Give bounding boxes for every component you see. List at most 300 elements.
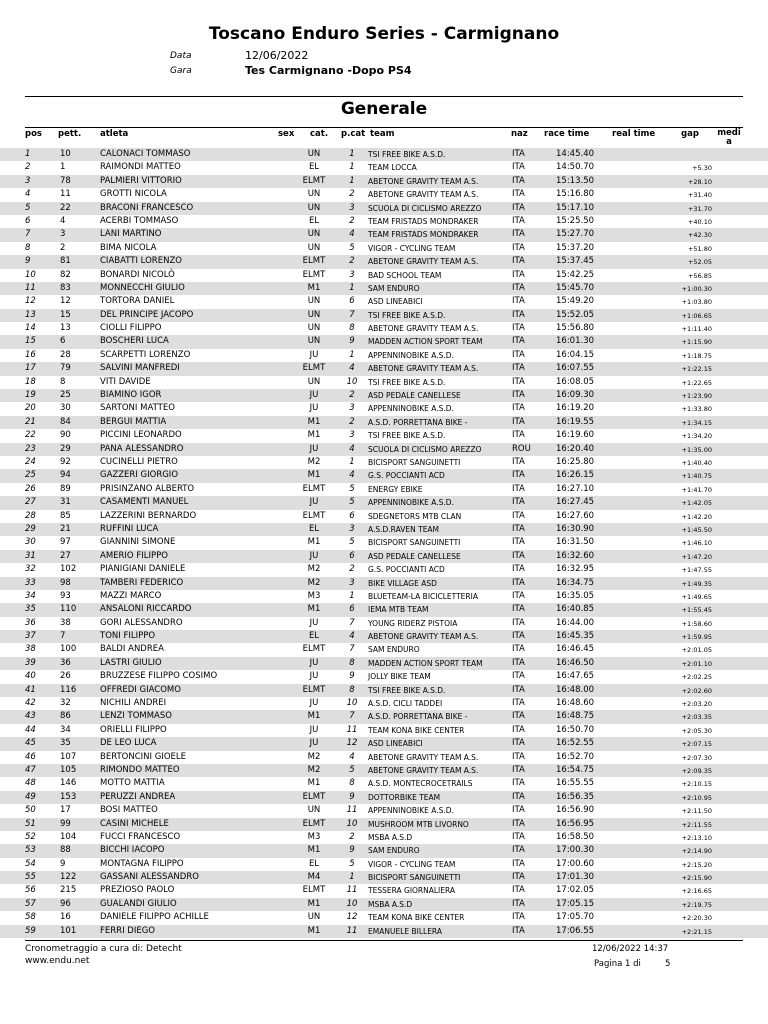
cell-pcat: 11 [346,925,358,936]
cell-team: TEAM KONA BIKE CENTER [368,913,465,923]
cell-pcat: 7 [349,644,355,655]
cell-naz: ITA [512,470,525,481]
cell-pett: 29 [60,443,71,454]
cell-gap: +1:18.75 [681,351,712,360]
table-row [0,898,768,911]
cell-time: 16:07.55 [556,363,595,374]
table-row [0,376,768,389]
cell-gap: +1:11.40 [681,325,712,334]
cell-team: ABETONE GRAVITY TEAM A.S. [368,257,479,267]
cell-gap: +2:10.95 [681,793,712,802]
table-row [0,911,768,924]
cell-naz: ITA [512,872,525,883]
cell-pett: 32 [60,698,71,709]
cell-naz: ROU [512,443,531,454]
cell-cat: JU [309,403,319,414]
cell-pett: 78 [60,175,71,186]
cell-pett: 101 [60,925,77,936]
table-row [0,510,768,523]
cell-atleta: PERUZZI ANDREA [100,791,176,802]
cell-naz: ITA [512,497,525,508]
cell-naz: ITA [512,390,525,401]
cell-gap: +1:06.65 [681,311,712,320]
cell-team: A.S.D. PORRETTANA BIKE - [368,417,468,427]
cell-naz: ITA [512,282,525,293]
table-row [0,148,768,161]
gara-label: Gara [170,66,192,76]
col-naz: naz [511,129,528,139]
cell-cat: ELMT [302,818,326,829]
cell-pcat: 3 [349,430,355,441]
cell-team: TEAM KONA BIKE CENTER [368,725,465,735]
cell-naz: ITA [512,764,525,775]
website: www.endu.net [25,956,90,966]
cell-pcat: 2 [349,564,355,575]
cell-pcat: 6 [349,296,355,307]
cell-pos: 15 [25,336,36,347]
cell-team: APPENNINOBIKE A.S.D. [368,806,454,816]
table-row [0,670,768,683]
cell-time: 16:52.70 [556,751,595,762]
cell-pett: 16 [60,912,71,923]
cell-pos: 46 [25,751,36,762]
cell-naz: ITA [512,657,525,668]
cell-gap: +2:01.05 [681,646,712,655]
cell-atleta: LANI MARTINO [100,229,162,240]
cell-pos: 45 [25,738,36,749]
table-row [0,791,768,804]
cell-time: 15:56.80 [556,323,595,334]
cell-cat: M1 [307,925,321,936]
cell-atleta: GORI ALESSANDRO [100,617,183,628]
cell-cat: ELMT [302,269,326,280]
table-row [0,844,768,857]
cell-cat: M1 [307,898,321,909]
cell-time: 16:45.35 [556,631,595,642]
cell-gap: +2:11.55 [681,820,712,829]
cell-pos: 40 [25,671,36,682]
cell-pett: 82 [60,269,71,280]
cell-gap: +2:09.35 [681,766,712,775]
cell-cat: UN [307,202,321,213]
cell-team: ABETONE GRAVITY TEAM A.S. [368,632,479,642]
table-row [0,536,768,549]
cell-cat: UN [307,149,321,159]
cell-pcat: 9 [349,336,355,347]
document-title: Toscano Enduro Series - Carmignano [208,24,560,44]
cell-naz: ITA [512,550,525,561]
cell-time: 16:31.50 [556,537,595,548]
cell-pos: 20 [25,403,36,414]
cell-team: ABETONE GRAVITY TEAM A.S. [368,752,479,762]
cell-team: BICISPORT SANGUINETTI [368,538,461,548]
cell-team: A.S.D. CICLI TADDEI [368,699,443,709]
cell-atleta: PIANIGIANI DANIELE [100,564,186,575]
cell-naz: ITA [512,738,525,749]
cell-pcat: 5 [349,497,355,508]
cell-pcat: 10 [346,818,358,829]
cell-time: 17:02.05 [556,885,595,896]
cell-pett: 25 [60,390,71,401]
cell-time: 16:32.60 [556,550,595,561]
cell-pcat: 2 [349,831,355,842]
cell-pos: 33 [25,577,36,588]
cell-naz: ITA [512,430,525,441]
cell-cat: M2 [307,564,321,575]
cell-cat: ELMT [302,256,326,267]
cell-cat: M2 [307,764,321,775]
cell-pos: 11 [25,282,36,293]
cell-cat: M2 [307,751,321,762]
table-row [0,630,768,643]
cell-cat: ELMT [302,684,326,695]
cell-pcat: 11 [346,805,358,816]
cell-team: SAM ENDURO [368,645,420,655]
cell-pos: 41 [25,684,36,695]
cell-naz: ITA [512,885,525,896]
cell-atleta: FERRI DIEGO [100,925,155,936]
cell-pcat: 8 [349,684,355,695]
cell-time: 16:26.15 [556,470,595,481]
cell-atleta: RIMONDO MATTEO [100,764,180,775]
cell-pett: 27 [60,550,71,561]
cell-pos: 18 [25,376,36,387]
cell-gap: +1:49.35 [681,579,712,588]
cell-atleta: AMERIO FILIPPO [100,550,168,561]
cell-pcat: 5 [349,764,355,775]
table-row [0,456,768,469]
cell-pett: 81 [60,256,71,267]
table-row [0,858,768,871]
cell-team: ABETONE GRAVITY TEAM A.S. [368,190,479,200]
cell-team: A.S.D. PORRETTANA BIKE - [368,712,468,722]
cell-time: 15:37.20 [556,242,595,253]
cell-atleta: BRUZZESE FILIPPO COSIMO [100,671,218,682]
cell-pett: 105 [60,764,77,775]
cell-gap: +1:35.00 [681,445,712,454]
cell-pcat: 5 [349,483,355,494]
cell-time: 16:55.55 [556,778,595,789]
cell-pcat: 1 [349,175,355,186]
cell-gap: +1:49.65 [681,592,712,601]
table-row [0,175,768,188]
table-row [0,309,768,322]
cell-cat: M1 [307,430,321,441]
cell-cat: M1 [307,711,321,722]
cell-atleta: GAZZERI GIORGIO [100,470,179,481]
table-row [0,416,768,429]
cell-pcat: 1 [349,349,355,360]
cell-time: 16:34.75 [556,577,595,588]
table-row [0,282,768,295]
cell-time: 16:58.50 [556,831,595,842]
cell-pos: 47 [25,764,36,775]
cell-pcat: 10 [346,376,358,387]
cell-cat: ELMT [302,175,326,186]
cell-atleta: TAMBERI FEDERICO [100,577,184,588]
cell-pos: 39 [25,657,36,668]
cell-pos: 29 [25,523,36,534]
table-row [0,777,768,790]
cell-time: 14:50.70 [556,162,595,173]
col-cat: cat. [310,129,329,139]
cell-team: VIGOR - CYCLING TEAM [368,243,456,253]
cell-pcat: 3 [349,577,355,588]
cell-pett: 3 [60,229,66,240]
cell-pos: 59 [25,925,36,936]
cell-gap: +1:15.90 [681,338,712,347]
cell-gap: +2:14.90 [681,847,712,856]
cell-pett: 10 [60,149,71,159]
cell-atleta: BALDI ANDREA [100,644,164,655]
cell-gap: +2:02.60 [681,686,712,695]
cell-cat: M1 [307,470,321,481]
cell-time: 16:54.75 [556,764,595,775]
cell-pos: 14 [25,323,36,334]
cell-cat: M1 [307,416,321,427]
col-pett: pett. [58,129,82,139]
table-row [0,349,768,362]
cell-cat: EL [308,162,320,173]
table-row [0,871,768,884]
cell-naz: ITA [512,215,525,226]
table-row [0,496,768,509]
cell-pos: 21 [25,416,36,427]
cell-cat: UN [307,309,321,320]
cell-team: MSBA A.S.D [368,899,413,909]
cell-pett: 86 [60,711,71,722]
cell-naz: ITA [512,805,525,816]
cell-pos: 3 [25,175,31,186]
cell-pcat: 12 [346,738,358,749]
cell-team: APPENNINOBIKE A.S.D. [368,350,454,360]
table-row [0,737,768,750]
table-row [0,335,768,348]
cell-time: 15:16.80 [556,189,595,200]
cell-pos: 24 [25,456,36,467]
cell-pett: 7 [60,631,66,642]
cell-gap: +1:34.20 [681,432,712,441]
cell-atleta: BOSI MATTEO [100,805,158,816]
cell-pos: 32 [25,564,36,575]
cell-gap: +2:03.35 [681,713,712,722]
cell-cat: ELMT [302,510,326,521]
table-row [0,523,768,536]
cell-naz: ITA [512,242,525,253]
cell-team: BLUETEAM-LA BICICLETTERIA [368,591,478,601]
cell-pcat: 1 [349,282,355,293]
cell-cat: EL [308,215,320,226]
cell-gap: +31.40 [687,191,712,200]
cell-gap: +2:03.20 [681,700,712,709]
table-row [0,483,768,496]
cell-pcat: 7 [349,617,355,628]
cell-pcat: 12 [346,912,358,923]
table-row [0,202,768,215]
cell-pett: 6 [60,336,66,347]
cell-pett: 8 [60,376,66,387]
cell-pett: 13 [60,323,71,334]
table-row [0,831,768,844]
cell-naz: ITA [512,416,525,427]
table-row [0,550,768,563]
cell-atleta: CUCINELLI PIETRO [100,456,178,467]
cell-pos: 1 [25,149,31,159]
cell-time: 16:46.50 [556,657,595,668]
cell-atleta: CASINI MICHELE [100,818,169,829]
cell-atleta: BIMA NICOLA [100,242,157,253]
table-row [0,255,768,268]
cell-pos: 51 [25,818,36,829]
cell-pett: 94 [60,470,71,481]
cell-pcat: 2 [349,390,355,401]
cell-cat: JU [309,497,319,508]
cell-cat: UN [307,189,321,200]
cell-cat: ELMT [302,885,326,896]
cell-time: 16:44.00 [556,617,595,628]
cell-pett: 104 [60,831,77,842]
cell-cat: UN [307,912,321,923]
cell-pett: 21 [60,523,71,534]
cell-pos: 10 [25,269,36,280]
cell-pett: 98 [60,577,71,588]
cell-atleta: DANIELE FILIPPO ACHILLE [100,912,209,923]
cell-atleta: NICHILI ANDREI [100,698,167,709]
cell-naz: ITA [512,791,525,802]
cell-time: 16:19.20 [556,403,595,414]
cell-time: 16:32.95 [556,564,595,575]
cell-pcat: 2 [349,416,355,427]
cell-cat: JU [309,657,319,668]
cell-naz: ITA [512,363,525,374]
cell-cat: ELMT [302,483,326,494]
cell-cat: UN [307,242,321,253]
cell-pos: 13 [25,309,36,320]
cell-pos: 43 [25,711,36,722]
cell-team: TEAM FRISTADS MONDRAKER [368,216,479,226]
cell-pcat: 4 [349,631,355,642]
cell-cat: JU [309,724,319,735]
cell-team: BICISPORT SANGUINETTI [368,457,461,467]
cell-atleta: MAZZI MARCO [100,590,162,601]
cell-atleta: CALONACI TOMMASO [100,149,191,159]
cell-pcat: 2 [349,215,355,226]
cell-pcat: 3 [349,403,355,414]
cell-gap: +2:02.25 [681,673,712,682]
cell-team: TEAM LOCCA [368,163,417,173]
cell-time: 16:48.00 [556,684,595,695]
cell-naz: ITA [512,296,525,307]
cell-cat: M1 [307,282,321,293]
cell-gap: +1:34.15 [681,418,712,427]
cell-pos: 48 [25,778,36,789]
cell-pett: 30 [60,403,71,414]
cell-team: TSI FREE BIKE A.S.D. [368,685,446,695]
cell-pcat: 8 [349,323,355,334]
cell-pcat: 3 [349,202,355,213]
cell-pett: 96 [60,898,71,909]
cell-pos: 44 [25,724,36,735]
table-row [0,590,768,603]
cell-naz: ITA [512,149,525,159]
cell-time: 16:04.15 [556,349,595,360]
cell-pett: 92 [60,456,71,467]
cell-atleta: PICCINI LEONARDO [100,430,182,441]
cell-team: SCUOLA DI CICLISMO AREZZO [368,444,482,454]
cell-time: 16:48.75 [556,711,595,722]
cell-naz: ITA [512,925,525,936]
cell-gap: +1:33.80 [681,405,712,414]
table-row [0,402,768,415]
cell-pos: 49 [25,791,36,802]
cell-naz: ITA [512,604,525,615]
cell-gap: +2:15.90 [681,874,712,883]
cell-gap: +1:00.30 [681,284,712,293]
cell-pos: 36 [25,617,36,628]
cell-atleta: FUCCI FRANCESCO [100,831,181,842]
cell-pos: 16 [25,349,36,360]
cell-pett: 2 [60,242,66,253]
cell-gap: +2:11.50 [681,807,712,816]
cell-time: 15:25.50 [556,215,595,226]
table-row [0,228,768,241]
cell-atleta: CIOLLI FILIPPO [100,323,162,334]
cell-gap: +1:58.60 [681,619,712,628]
cell-pett: 34 [60,724,71,735]
cell-gap: +2:13.10 [681,833,712,842]
cell-gap: +56.85 [687,271,712,280]
cell-gap: +1:47.55 [681,566,712,575]
table-row [0,161,768,174]
cell-gap: +1:22.65 [681,378,712,387]
cell-gap: +2:20.30 [681,914,712,923]
cell-cat: M2 [307,456,321,467]
table-row [0,925,768,938]
cell-atleta: PREZIOSO PAOLO [100,885,175,896]
timing-credit: Cronometraggio a cura di: Detecht [25,944,182,954]
cell-naz: ITA [512,751,525,762]
cell-cat: M3 [307,831,321,842]
cell-pos: 57 [25,898,36,909]
cell-time: 16:27.10 [556,483,595,494]
cell-time: 16:48.60 [556,698,595,709]
page-label: Pagina 1 di [594,959,641,969]
data-value: 12/06/2022 [245,49,309,62]
cell-pett: 88 [60,845,71,856]
cell-time: 15:17.10 [556,202,595,213]
table-row [0,751,768,764]
cell-atleta: DE LEO LUCA [100,738,157,749]
cell-cat: M2 [307,577,321,588]
cell-pos: 56 [25,885,36,896]
cell-cat: JU [309,738,319,749]
cell-pcat: 5 [349,858,355,869]
cell-time: 16:30.90 [556,523,595,534]
cell-time: 17:06.55 [556,925,595,936]
cell-pett: 116 [60,684,77,695]
cell-time: 16:27.45 [556,497,595,508]
cell-cat: UN [307,229,321,240]
cell-pos: 23 [25,443,36,454]
cell-pcat: 6 [349,604,355,615]
cell-team: ASD LINEABICI [368,739,423,749]
cell-gap: +1:03.80 [681,298,712,307]
cell-naz: ITA [512,483,525,494]
cell-atleta: GUALANDI GIULIO [100,898,177,909]
table-row [0,295,768,308]
cell-pcat: 10 [346,898,358,909]
cell-gap: +2:10.15 [681,780,712,789]
